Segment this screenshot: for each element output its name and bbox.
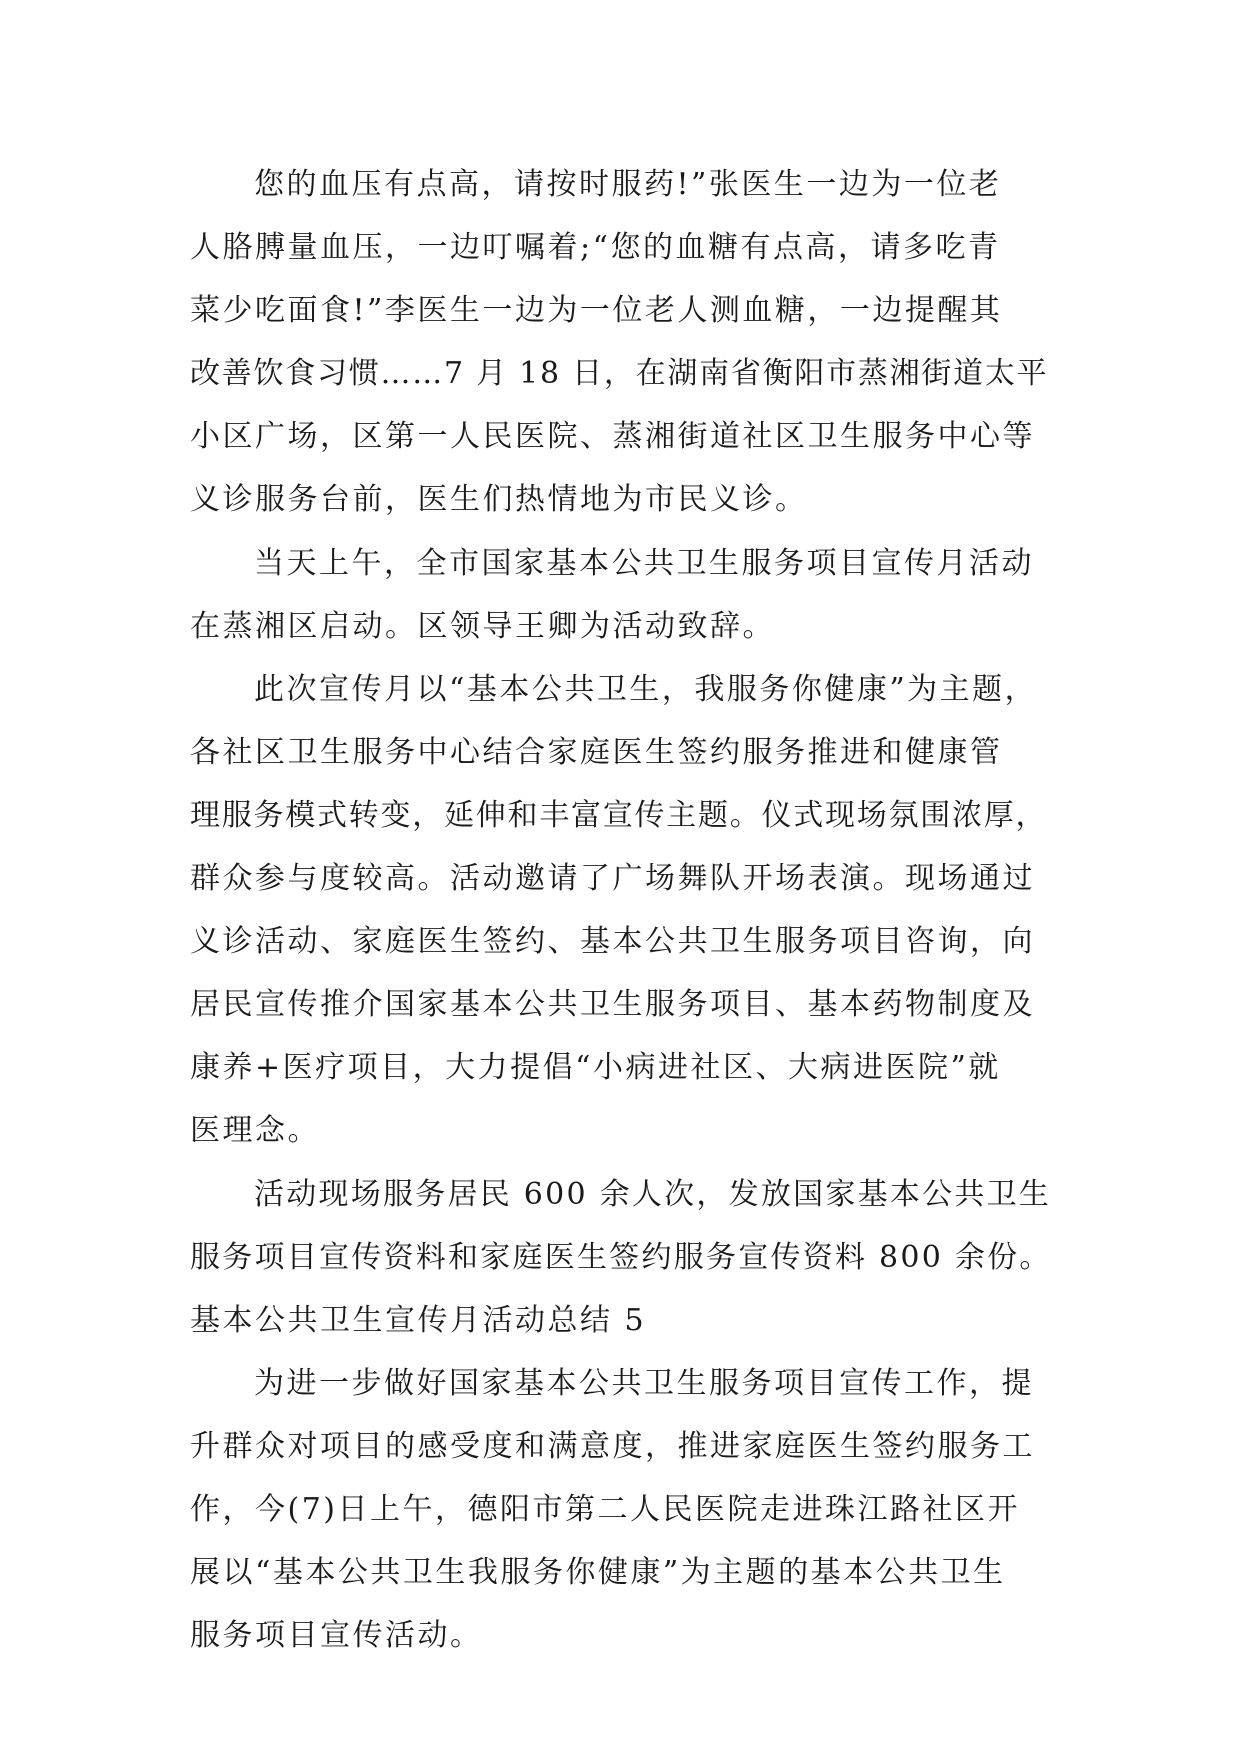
document-body: [190, 153, 1052, 1667]
text-line: 医理念。: [190, 1113, 320, 1149]
text-line: 小区广场，区第一人民医院、蒸湘街道社区卫生服务中心等: [190, 419, 1035, 455]
text-line: 菜少吃面食!”李医生一边为一位老人测血糖，一边提醒其: [190, 293, 1003, 329]
text-line: 展以“基本公共卫生我服务你健康”为主题的基本公共卫生: [190, 1555, 1006, 1591]
text-line: 作，今(7)日上午，德阳市第二人民医院走进珠江路社区开: [190, 1491, 1020, 1527]
text-line: 活动现场服务居民 600 余人次，发放国家基本公共卫生: [254, 1176, 1052, 1212]
text-line: 服务项目宣传活动。: [190, 1618, 483, 1654]
text-line: 义诊服务台前，医生们热情地为市民义诊。: [190, 482, 808, 518]
text-line: 您的血压有点高，请按时服药!”张医生一边为一位老: [254, 167, 1002, 202]
text-line: 人胳膊量血压，一边叮嘱着;“您的血糖有点高，请多吃青: [190, 230, 1001, 266]
text-line: 义诊活动、家庭医生签约、基本公共卫生服务项目咨询，向: [190, 924, 1035, 960]
text-line: 为进一步做好国家基本公共卫生服务项目宣传工作，提: [254, 1365, 1034, 1401]
text-line: 服务项目宣传资料和家庭医生签约服务宣传资料 800 余份。: [190, 1239, 1052, 1275]
section-heading: 基本公共卫生宣传月活动总结 5: [190, 1302, 647, 1338]
text-line: 居民宣传推介国家基本公共卫生服务项目、基本药物制度及: [190, 987, 1035, 1023]
text-line: 群众参与度较高。活动邀请了广场舞队开场表演。现场通过: [190, 861, 1035, 897]
text-line: 此次宣传月以“基本公共卫生，我服务你健康”为主题，: [254, 671, 1038, 707]
text-line: 在蒸湘区启动。区领导王卿为活动致辞。: [190, 608, 775, 644]
text-line: 各社区卫生服务中心结合家庭医生签约服务推进和健康管: [190, 734, 1003, 770]
text-line: 理服务模式转变，延伸和丰富宣传主题。仪式现场氛围浓厚，: [190, 797, 1048, 833]
text-line: 康养+医疗项目，大力提倡“小病进社区、大病进医院”就: [190, 1050, 1001, 1086]
text-line: 改善饮食习惯……7 月 18 日，在湖南省衡阳市蒸湘街道太平: [190, 356, 1049, 392]
text-line: 当天上午，全市国家基本公共卫生服务项目宣传月活动: [254, 545, 1034, 581]
text-line: 升群众对项目的感受度和满意度，推进家庭医生签约服务工: [190, 1428, 1035, 1464]
